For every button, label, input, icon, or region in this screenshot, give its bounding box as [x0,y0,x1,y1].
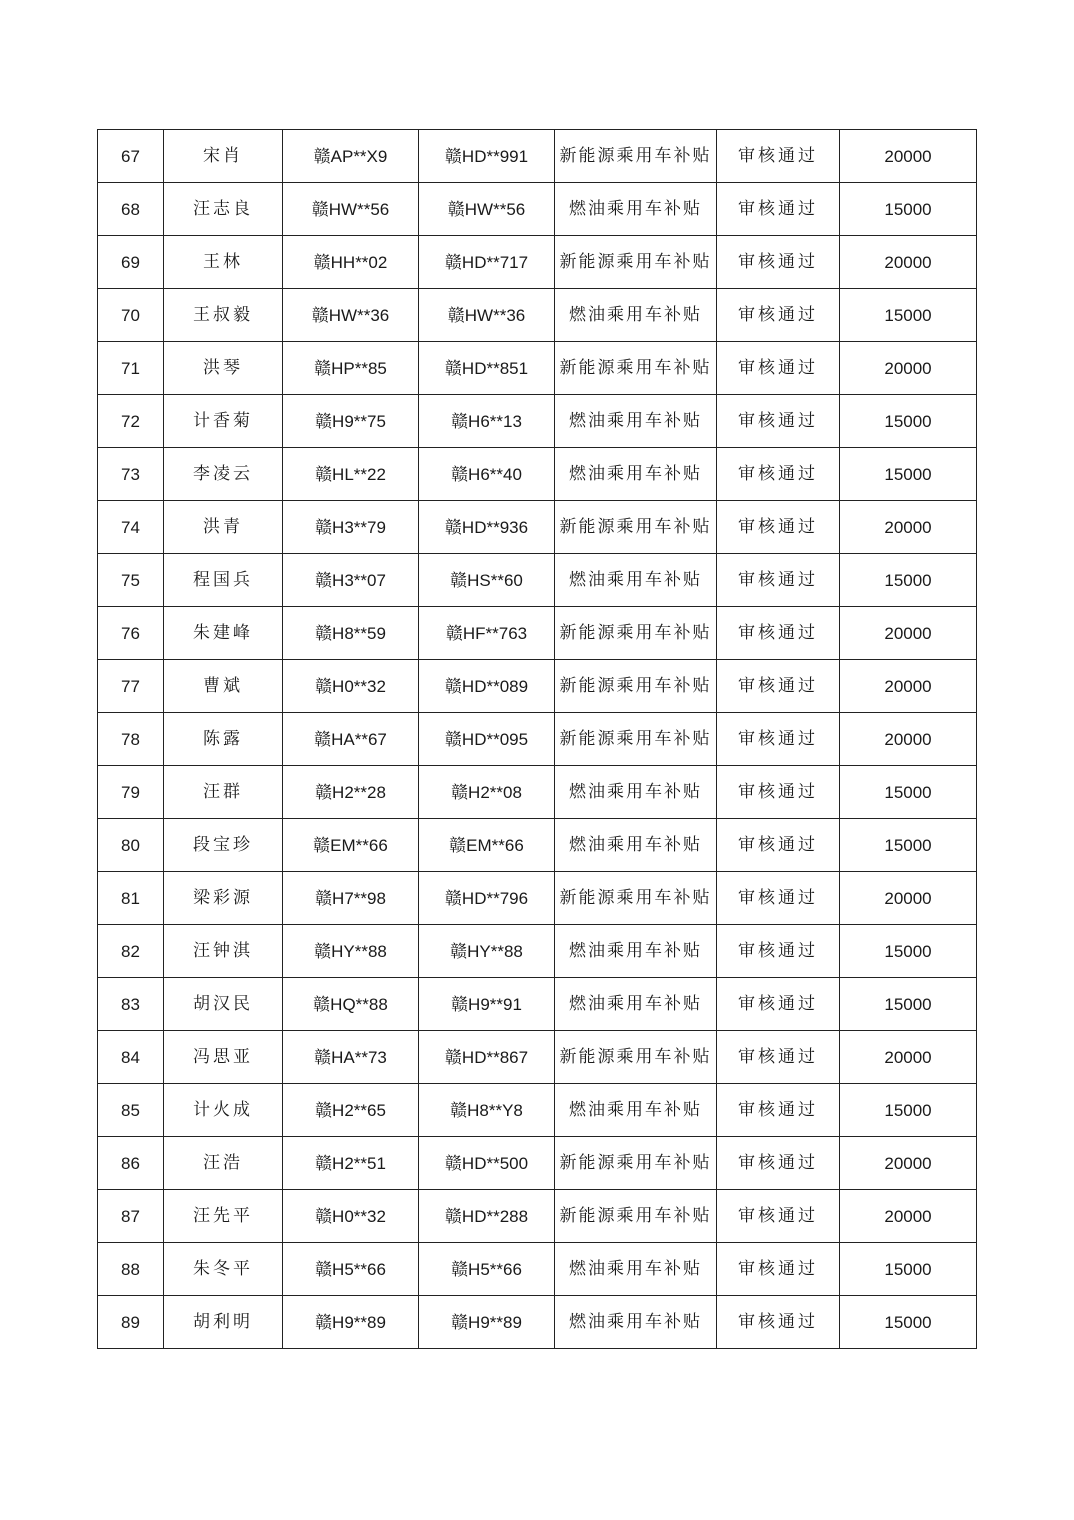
subsidy-type-cell: 燃油乘用车补贴 [555,395,717,448]
subsidy-amount-cell: 15000 [840,395,977,448]
table-row [98,289,977,342]
row-number-cell: 79 [98,766,164,819]
table-row [98,1243,977,1296]
original-plate-cell: 赣H3**79 [283,501,419,554]
original-plate-cell: 赣HP**85 [283,342,419,395]
original-plate-cell: 赣HQ**88 [283,978,419,1031]
applicant-name-cell: 梁彩源 [164,872,283,925]
applicant-name-cell: 王林 [164,236,283,289]
table-row [98,1190,977,1243]
subsidy-amount-cell: 20000 [840,1190,977,1243]
applicant-name-cell: 计香菊 [164,395,283,448]
row-number-cell: 81 [98,872,164,925]
applicant-name-cell: 陈露 [164,713,283,766]
new-plate-cell: 赣H6**40 [419,448,555,501]
subsidy-type-cell: 燃油乘用车补贴 [555,1243,717,1296]
subsidy-amount-cell: 15000 [840,289,977,342]
row-number-cell: 84 [98,1031,164,1084]
new-plate-cell: 赣H6**13 [419,395,555,448]
subsidy-amount-cell: 15000 [840,925,977,978]
original-plate-cell: 赣AP**X9 [283,130,419,183]
review-status-cell: 审核通过 [717,183,840,236]
row-number-cell: 85 [98,1084,164,1137]
row-number-cell: 71 [98,342,164,395]
original-plate-cell: 赣H2**51 [283,1137,419,1190]
subsidy-amount-cell: 20000 [840,342,977,395]
row-number-cell: 75 [98,554,164,607]
applicant-name-cell: 胡利明 [164,1296,283,1349]
applicant-name-cell: 洪琴 [164,342,283,395]
subsidy-type-cell: 燃油乘用车补贴 [555,289,717,342]
original-plate-cell: 赣H0**32 [283,1190,419,1243]
original-plate-cell: 赣H7**98 [283,872,419,925]
new-plate-cell: 赣H9**89 [419,1296,555,1349]
table-row [98,766,977,819]
subsidy-type-cell: 新能源乘用车补贴 [555,342,717,395]
table-row [98,1031,977,1084]
new-plate-cell: 赣HD**288 [419,1190,555,1243]
table-row [98,448,977,501]
table-row [98,925,977,978]
table-row [98,395,977,448]
row-number-cell: 86 [98,1137,164,1190]
new-plate-cell: 赣HD**095 [419,713,555,766]
subsidy-amount-cell: 20000 [840,607,977,660]
table-row [98,130,977,183]
new-plate-cell: 赣HD**089 [419,660,555,713]
new-plate-cell: 赣H9**91 [419,978,555,1031]
subsidy-amount-cell: 15000 [840,978,977,1031]
subsidy-amount-cell: 15000 [840,448,977,501]
new-plate-cell: 赣HD**717 [419,236,555,289]
original-plate-cell: 赣H3**07 [283,554,419,607]
new-plate-cell: 赣HD**936 [419,501,555,554]
new-plate-cell: 赣HW**56 [419,183,555,236]
new-plate-cell: 赣HD**991 [419,130,555,183]
subsidy-type-cell: 燃油乘用车补贴 [555,978,717,1031]
applicant-name-cell: 李凌云 [164,448,283,501]
row-number-cell: 70 [98,289,164,342]
subsidy-amount-cell: 15000 [840,819,977,872]
original-plate-cell: 赣HW**56 [283,183,419,236]
subsidy-type-cell: 燃油乘用车补贴 [555,766,717,819]
original-plate-cell: 赣H9**89 [283,1296,419,1349]
review-status-cell: 审核通过 [717,607,840,660]
new-plate-cell: 赣HD**851 [419,342,555,395]
subsidy-type-cell: 新能源乘用车补贴 [555,1031,717,1084]
new-plate-cell: 赣HW**36 [419,289,555,342]
review-status-cell: 审核通过 [717,1190,840,1243]
applicant-name-cell: 朱建峰 [164,607,283,660]
subsidy-approval-table [97,129,977,1349]
new-plate-cell: 赣H2**08 [419,766,555,819]
subsidy-amount-cell: 20000 [840,1137,977,1190]
review-status-cell: 审核通过 [717,1084,840,1137]
applicant-name-cell: 汪先平 [164,1190,283,1243]
review-status-cell: 审核通过 [717,236,840,289]
subsidy-type-cell: 燃油乘用车补贴 [555,1084,717,1137]
row-number-cell: 87 [98,1190,164,1243]
review-status-cell: 审核通过 [717,713,840,766]
applicant-name-cell: 洪青 [164,501,283,554]
table-row [98,1084,977,1137]
review-status-cell: 审核通过 [717,872,840,925]
row-number-cell: 69 [98,236,164,289]
review-status-cell: 审核通过 [717,1296,840,1349]
subsidy-type-cell: 新能源乘用车补贴 [555,713,717,766]
subsidy-amount-cell: 15000 [840,1243,977,1296]
original-plate-cell: 赣HW**36 [283,289,419,342]
table-row [98,236,977,289]
new-plate-cell: 赣HS**60 [419,554,555,607]
review-status-cell: 审核通过 [717,501,840,554]
new-plate-cell: 赣H5**66 [419,1243,555,1296]
review-status-cell: 审核通过 [717,1137,840,1190]
row-number-cell: 73 [98,448,164,501]
original-plate-cell: 赣H2**28 [283,766,419,819]
applicant-name-cell: 计火成 [164,1084,283,1137]
applicant-name-cell: 汪钟淇 [164,925,283,978]
subsidy-type-cell: 燃油乘用车补贴 [555,925,717,978]
original-plate-cell: 赣H5**66 [283,1243,419,1296]
table-row [98,342,977,395]
original-plate-cell: 赣HH**02 [283,236,419,289]
subsidy-type-cell: 新能源乘用车补贴 [555,872,717,925]
review-status-cell: 审核通过 [717,554,840,607]
original-plate-cell: 赣EM**66 [283,819,419,872]
row-number-cell: 78 [98,713,164,766]
table-row [98,183,977,236]
row-number-cell: 80 [98,819,164,872]
row-number-cell: 89 [98,1296,164,1349]
subsidy-type-cell: 新能源乘用车补贴 [555,1137,717,1190]
row-number-cell: 77 [98,660,164,713]
subsidy-type-cell: 新能源乘用车补贴 [555,501,717,554]
applicant-name-cell: 王叔毅 [164,289,283,342]
applicant-name-cell: 汪群 [164,766,283,819]
original-plate-cell: 赣H0**32 [283,660,419,713]
new-plate-cell: 赣HD**796 [419,872,555,925]
review-status-cell: 审核通过 [717,1031,840,1084]
applicant-name-cell: 冯思亚 [164,1031,283,1084]
applicant-name-cell: 程国兵 [164,554,283,607]
subsidy-type-cell: 新能源乘用车补贴 [555,660,717,713]
subsidy-type-cell: 燃油乘用车补贴 [555,819,717,872]
subsidy-amount-cell: 20000 [840,713,977,766]
subsidy-type-cell: 新能源乘用车补贴 [555,130,717,183]
table-row [98,819,977,872]
applicant-name-cell: 宋肖 [164,130,283,183]
review-status-cell: 审核通过 [717,448,840,501]
original-plate-cell: 赣HL**22 [283,448,419,501]
subsidy-type-cell: 新能源乘用车补贴 [555,1190,717,1243]
table-body [98,130,977,1349]
new-plate-cell: 赣H8**Y8 [419,1084,555,1137]
subsidy-amount-cell: 20000 [840,1031,977,1084]
original-plate-cell: 赣H9**75 [283,395,419,448]
table-row [98,660,977,713]
table-row [98,978,977,1031]
table-row [98,1137,977,1190]
subsidy-amount-cell: 15000 [840,766,977,819]
new-plate-cell: 赣HD**500 [419,1137,555,1190]
subsidy-amount-cell: 20000 [840,236,977,289]
new-plate-cell: 赣HY**88 [419,925,555,978]
row-number-cell: 74 [98,501,164,554]
subsidy-type-cell: 新能源乘用车补贴 [555,236,717,289]
row-number-cell: 88 [98,1243,164,1296]
subsidy-type-cell: 燃油乘用车补贴 [555,183,717,236]
table-row [98,872,977,925]
table-row [98,501,977,554]
review-status-cell: 审核通过 [717,289,840,342]
subsidy-type-cell: 燃油乘用车补贴 [555,448,717,501]
subsidy-amount-cell: 20000 [840,872,977,925]
row-number-cell: 83 [98,978,164,1031]
subsidy-amount-cell: 20000 [840,660,977,713]
subsidy-amount-cell: 15000 [840,1296,977,1349]
original-plate-cell: 赣H2**65 [283,1084,419,1137]
row-number-cell: 82 [98,925,164,978]
subsidy-type-cell: 新能源乘用车补贴 [555,607,717,660]
applicant-name-cell: 朱冬平 [164,1243,283,1296]
review-status-cell: 审核通过 [717,978,840,1031]
review-status-cell: 审核通过 [717,819,840,872]
applicant-name-cell: 胡汉民 [164,978,283,1031]
review-status-cell: 审核通过 [717,130,840,183]
table-row [98,607,977,660]
subsidy-type-cell: 燃油乘用车补贴 [555,1296,717,1349]
subsidy-amount-cell: 15000 [840,1084,977,1137]
review-status-cell: 审核通过 [717,766,840,819]
subsidy-amount-cell: 15000 [840,183,977,236]
subsidy-type-cell: 燃油乘用车补贴 [555,554,717,607]
original-plate-cell: 赣HA**67 [283,713,419,766]
review-status-cell: 审核通过 [717,660,840,713]
subsidy-amount-cell: 20000 [840,501,977,554]
applicant-name-cell: 汪志良 [164,183,283,236]
new-plate-cell: 赣EM**66 [419,819,555,872]
review-status-cell: 审核通过 [717,395,840,448]
applicant-name-cell: 段宝珍 [164,819,283,872]
new-plate-cell: 赣HD**867 [419,1031,555,1084]
table-row [98,713,977,766]
original-plate-cell: 赣H8**59 [283,607,419,660]
row-number-cell: 67 [98,130,164,183]
applicant-name-cell: 曹斌 [164,660,283,713]
table-row [98,554,977,607]
review-status-cell: 审核通过 [717,1243,840,1296]
row-number-cell: 72 [98,395,164,448]
subsidy-amount-cell: 20000 [840,130,977,183]
table-row [98,1296,977,1349]
review-status-cell: 审核通过 [717,342,840,395]
row-number-cell: 76 [98,607,164,660]
original-plate-cell: 赣HY**88 [283,925,419,978]
subsidy-amount-cell: 15000 [840,554,977,607]
original-plate-cell: 赣HA**73 [283,1031,419,1084]
new-plate-cell: 赣HF**763 [419,607,555,660]
review-status-cell: 审核通过 [717,925,840,978]
row-number-cell: 68 [98,183,164,236]
applicant-name-cell: 汪浩 [164,1137,283,1190]
